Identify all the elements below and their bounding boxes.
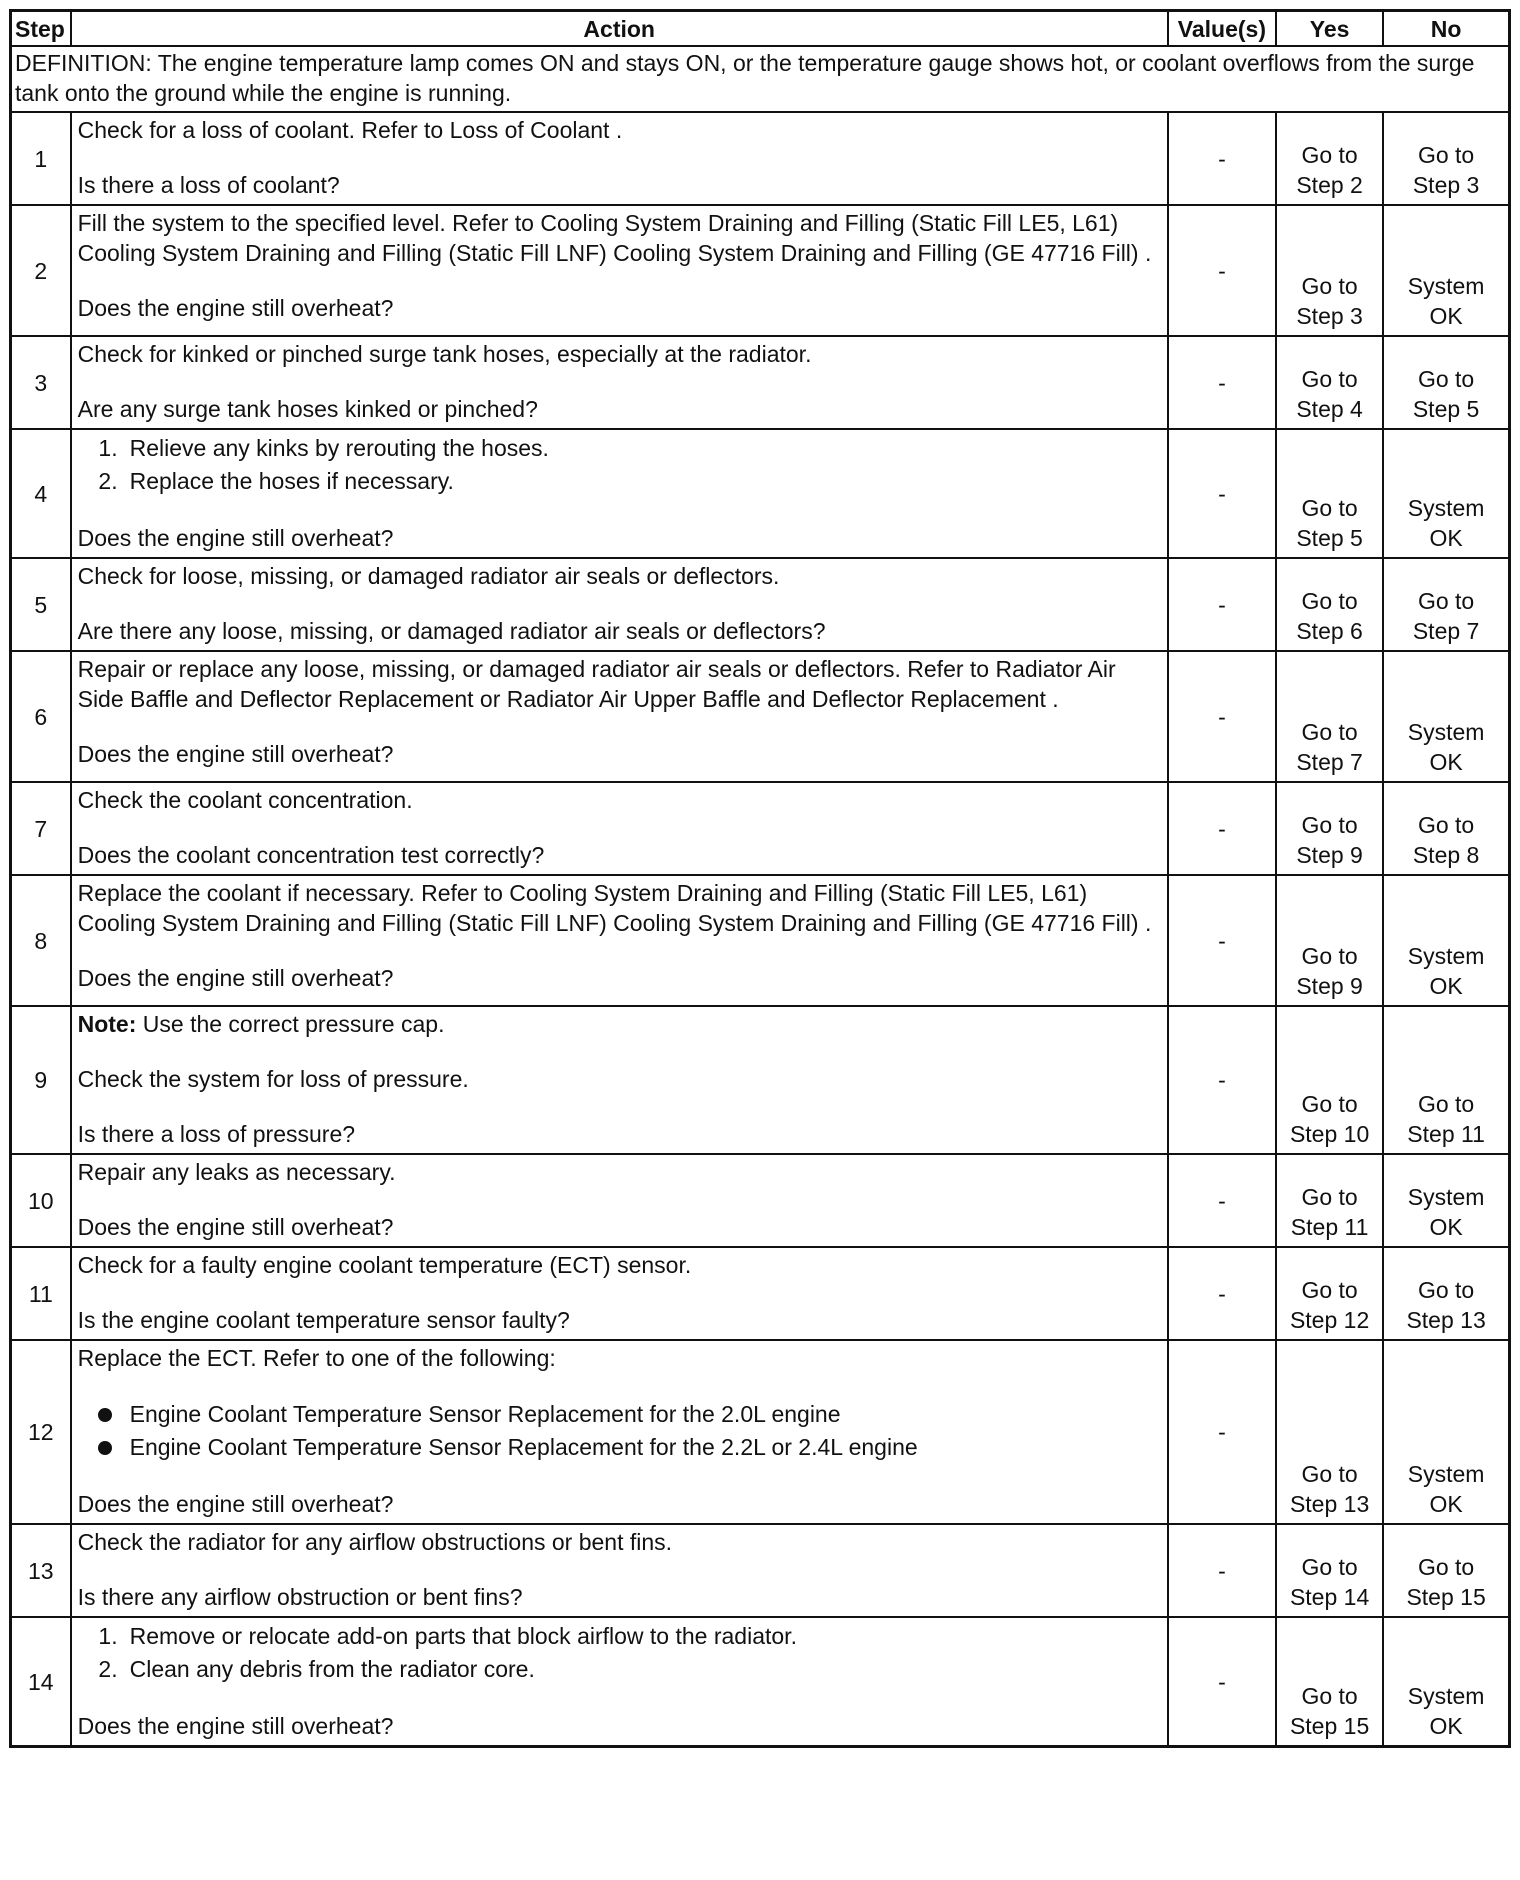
no-cell [1383,875,1509,1006]
value-cell: - [1168,558,1276,651]
no-cell [1383,1524,1509,1617]
step-row [11,205,1510,336]
value-cell: - [1168,651,1276,782]
yes-text: Go to [1301,1461,1358,1487]
note-label: Note: [77,1011,137,1037]
step-row [11,112,1510,205]
yes-text: Go to [1301,812,1358,838]
step-number: 9 [11,1006,71,1154]
value-cell: - [1168,112,1276,205]
yes-text: Step 6 [1296,618,1363,644]
yes-text: Step 10 [1289,1121,1370,1147]
yes-cell [1276,205,1383,336]
step-row [11,782,1510,875]
action-cell [71,875,1168,1006]
numbered-item-text: Relieve any kinks by rerouting the hoses. [129,435,549,461]
yes-cell [1276,112,1383,205]
action-text: Check the radiator for any airflow obstructions or bent fins. [77,1529,673,1555]
no-cell [1383,782,1509,875]
bullet-icon [98,1441,112,1455]
note-line [78,1009,1161,1039]
step-number: 3 [11,336,71,429]
yes-cell [1276,875,1383,1006]
question-text: Does the coolant concentration test correctly? [77,842,545,868]
step-number: 8 [11,875,71,1006]
no-cell [1383,651,1509,782]
step-number: 6 [11,651,71,782]
yes-text: Go to [1301,1277,1358,1303]
yes-text: Go to [1301,719,1358,745]
yes-text: Step 7 [1296,749,1363,775]
yes-text: Step 12 [1289,1307,1370,1333]
no-text: Go to [1417,812,1475,838]
value-cell: - [1168,1247,1276,1340]
action-text: Check for a faulty engine coolant temperature (ECT) sensor. [77,1252,692,1278]
action-cell [71,112,1168,205]
step-number: 2 [11,205,71,336]
value-cell: - [1168,1524,1276,1617]
no-text: Go to [1417,1554,1475,1580]
yes-text: Step 13 [1289,1491,1370,1517]
no-cell [1383,1154,1509,1247]
header-step: Step [11,11,71,47]
yes-text: Step 9 [1296,842,1363,868]
no-text: System [1407,1184,1485,1210]
value-cell: - [1168,1340,1276,1524]
no-cell [1383,336,1509,429]
value-cell: - [1168,336,1276,429]
header-row [11,11,1510,47]
question-text: Does the engine still overheat? [77,1491,394,1517]
question-text: Is the engine coolant temperature sensor faulty? [77,1307,570,1333]
bullet-item [78,1398,1161,1431]
action-text: Repair or replace any loose, missing, or damaged radiator air seals or deflectors. Refer to Radiator Air Side Baffle and Deflector Replacement or Radiator Air Upper Baffle and Deflector Replacement . [77,656,1116,712]
yes-text: Go to [1301,1554,1358,1580]
yes-text: Step 3 [1296,303,1363,329]
list-number: 1. [98,1623,118,1649]
no-cell [1383,112,1509,205]
no-text: Go to [1417,142,1475,168]
value-cell: - [1168,1006,1276,1154]
header-yes: Yes [1276,11,1383,47]
step-number: 1 [11,112,71,205]
no-text: System [1407,1461,1485,1487]
action-cell [71,1524,1168,1617]
step-row [11,558,1510,651]
numbered-item-text: Clean any debris from the radiator core. [129,1656,535,1682]
no-cell [1383,1006,1509,1154]
value-cell: - [1168,429,1276,558]
yes-cell [1276,1524,1383,1617]
step-row [11,651,1510,782]
action-text: Replace the ECT. Refer to one of the following: [77,1345,556,1371]
yes-text: Go to [1301,1184,1358,1210]
yes-cell [1276,1340,1383,1524]
action-cell [71,1006,1168,1154]
no-text: System [1407,719,1485,745]
step-row [11,1006,1510,1154]
question-text: Does the engine still overheat? [77,1214,394,1240]
question-text: Does the engine still overheat? [77,1713,394,1739]
no-text: Step 3 [1412,172,1480,198]
no-text: System [1407,943,1485,969]
no-text: Go to [1417,588,1475,614]
no-text: Go to [1417,366,1475,392]
step-number: 14 [11,1617,71,1747]
no-text: Go to [1417,1091,1475,1117]
no-text: OK [1429,973,1463,999]
yes-text: Step 9 [1296,973,1363,999]
step-number: 11 [11,1247,71,1340]
action-cell [71,651,1168,782]
action-cell [71,1617,1168,1747]
yes-text: Step 2 [1296,172,1363,198]
numbered-item [78,1653,1161,1686]
action-cell [71,336,1168,429]
action-cell [71,1154,1168,1247]
question-text: Does the engine still overheat? [77,295,394,321]
step-row [11,1617,1510,1747]
step-number: 5 [11,558,71,651]
no-text: OK [1429,525,1463,551]
yes-text: Step 5 [1296,525,1363,551]
numbered-item [78,465,1161,498]
question-text: Is there a loss of pressure? [77,1121,356,1147]
diagnostic-table [9,9,1511,1748]
step-number: 4 [11,429,71,558]
action-text: Check the coolant concentration. [77,787,413,813]
yes-text: Go to [1301,273,1358,299]
yes-cell [1276,651,1383,782]
yes-cell [1276,1006,1383,1154]
question-text: Are there any loose, missing, or damaged radiator air seals or deflectors? [77,618,826,644]
yes-cell [1276,558,1383,651]
no-text: System [1407,1683,1485,1709]
yes-text: Step 14 [1289,1584,1370,1610]
yes-text: Step 4 [1296,396,1363,422]
no-text: Step 7 [1412,618,1480,644]
no-cell [1383,1247,1509,1340]
yes-text: Go to [1301,1683,1358,1709]
no-cell [1383,1340,1509,1524]
header-no: No [1383,11,1509,47]
step-row [11,875,1510,1006]
numbered-item [78,432,1161,465]
header-values: Value(s) [1168,11,1276,47]
step-number: 12 [11,1340,71,1524]
question-text: Are any surge tank hoses kinked or pinched? [77,396,538,422]
yes-text: Go to [1301,943,1358,969]
value-cell: - [1168,782,1276,875]
no-text: System [1407,273,1485,299]
action-cell [71,429,1168,558]
action-text: Check for kinked or pinched surge tank hoses, especially at the radiator. [77,341,812,367]
value-cell: - [1168,1154,1276,1247]
list-number: 2. [98,1656,118,1682]
step-number: 13 [11,1524,71,1617]
yes-text: Go to [1301,366,1358,392]
no-text: OK [1429,749,1463,775]
yes-text: Go to [1301,588,1358,614]
value-cell: - [1168,1617,1276,1747]
action-cell [71,1340,1168,1524]
list-number: 2. [98,468,118,494]
no-text: OK [1429,1713,1463,1739]
step-row [11,1524,1510,1617]
yes-cell [1276,429,1383,558]
yes-cell [1276,1617,1383,1747]
no-text: Go to [1417,1277,1475,1303]
step-row [11,429,1510,558]
step-row [11,1340,1510,1524]
no-text: Step 13 [1406,1307,1486,1333]
action-cell [71,558,1168,651]
numbered-item [78,1620,1161,1653]
value-cell: - [1168,875,1276,1006]
step-row [11,1154,1510,1247]
action-text: Check for a loss of coolant. Refer to Loss of Coolant . [77,117,623,143]
no-text: Step 11 [1407,1121,1485,1147]
question-text: Is there any airflow obstruction or bent fins? [77,1584,523,1610]
yes-cell [1276,782,1383,875]
yes-cell [1276,336,1383,429]
action-text: Check for loose, missing, or damaged radiator air seals or deflectors. [77,563,780,589]
no-cell [1383,558,1509,651]
numbered-item-text: Remove or relocate add-on parts that block airflow to the radiator. [129,1623,797,1649]
header-action: Action [71,11,1168,47]
yes-cell [1276,1154,1383,1247]
bullet-text: Engine Coolant Temperature Sensor Replacement for the 2.2L or 2.4L engine [129,1434,918,1460]
action-text: Check the system for loss of pressure. [77,1066,469,1092]
value-cell: - [1168,205,1276,336]
yes-text: Go to [1301,142,1358,168]
definition-text: DEFINITION: The engine temperature lamp comes ON and stays ON, or the temperature gauge shows hot, or coolant overflows from the surge tank onto the ground while the engine is running. [11,46,1510,112]
list-number: 1. [98,435,118,461]
action-cell [71,1247,1168,1340]
bullet-text: Engine Coolant Temperature Sensor Replacement for the 2.0L engine [129,1401,841,1427]
yes-text: Go to [1301,495,1358,521]
yes-cell [1276,1247,1383,1340]
step-row [11,1247,1510,1340]
action-text: Fill the system to the specified level. Refer to Cooling System Draining and Filling (Static Fill LE5, L61) Cooling System Draining and Filling (Static Fill LNF) Cooling System Draining and Filling (GE 47716 Fill) . [77,210,1152,266]
yes-text: Step 11 [1290,1214,1369,1240]
action-cell [71,782,1168,875]
step-number: 10 [11,1154,71,1247]
note-text: Use the correct pressure cap. [136,1011,445,1037]
no-cell [1383,1617,1509,1747]
numbered-item-text: Replace the hoses if necessary. [129,468,454,494]
question-text: Does the engine still overheat? [77,741,394,767]
no-text: OK [1429,1214,1463,1240]
question-text: Is there a loss of coolant? [77,172,340,198]
no-text: OK [1429,1491,1463,1517]
question-text: Does the engine still overheat? [77,525,394,551]
step-number: 7 [11,782,71,875]
action-cell [71,205,1168,336]
yes-text: Step 15 [1289,1713,1370,1739]
no-text: Step 5 [1412,396,1480,422]
yes-text: Go to [1301,1091,1358,1117]
action-text: Replace the coolant if necessary. Refer to Cooling System Draining and Filling (Static Fill LE5, L61) Cooling System Draining and Filling (Static Fill LNF) Cooling System Draining and Filling (GE 47716 Fill) . [77,880,1152,936]
question-text: Does the engine still overheat? [77,965,394,991]
no-text: System [1407,495,1485,521]
definition-row [11,46,1510,112]
bullet-item [78,1431,1161,1464]
step-row [11,336,1510,429]
no-text: OK [1429,303,1463,329]
action-text: Repair any leaks as necessary. [77,1159,396,1185]
no-cell [1383,429,1509,558]
no-cell [1383,205,1509,336]
no-text: Step 15 [1406,1584,1486,1610]
no-text: Step 8 [1412,842,1480,868]
bullet-icon [98,1408,112,1422]
